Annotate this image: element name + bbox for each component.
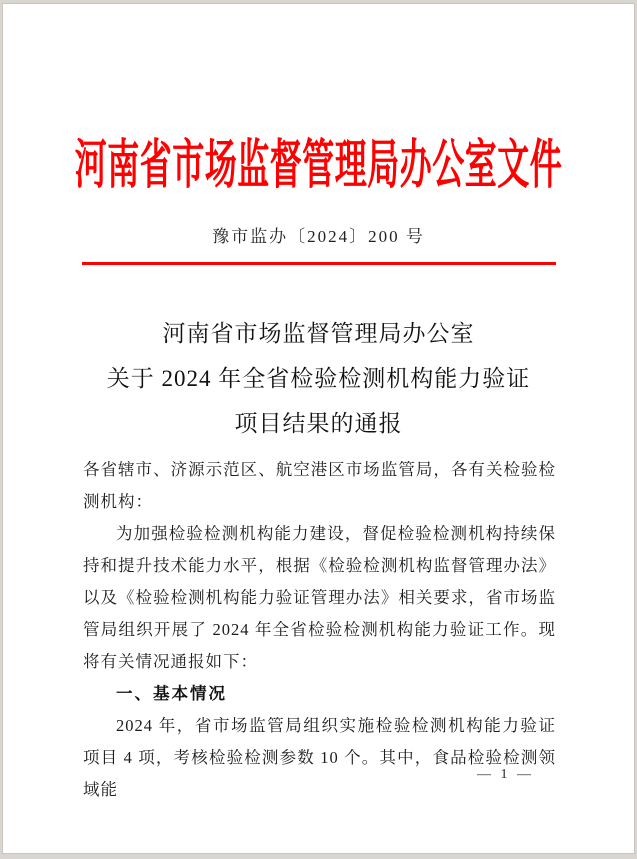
salutation-line: 各省辖市、济源示范区、航空港区市场监管局，各有关检验检测机构： xyxy=(83,460,556,511)
intro-paragraph: 为加强检验检测机构能力建设，督促检验检测机构持续保持和提升技术能力水平，根据《检验检测机构监督管理办法》以及《检验检测机构能力验证管理办法》相关要求，省市场监管局组织开展了 2024 年全省检验检测机构能力验证工作。现将有关情况通报如下： xyxy=(83,524,556,671)
red-divider-line xyxy=(82,262,556,265)
document-title xyxy=(3,311,634,446)
section-1-heading: 一、基本情况 xyxy=(116,685,227,703)
title-line-2: 关于 2024 年全省检验检测机构能力验证 xyxy=(106,366,531,391)
title-line-3: 项目结果的通报 xyxy=(234,411,403,436)
page-number: — 1 — xyxy=(477,767,534,782)
document-number: 豫市监办〔2024〕200 号 xyxy=(212,227,425,246)
document-body xyxy=(83,454,556,806)
section-1-paragraph: 2024 年，省市场监管局组织实施检验检测机构能力验证项目 4 项，考核检验检测参数 10 个。其中，食品检验检测领域能 xyxy=(83,716,556,799)
document-page xyxy=(2,3,635,854)
title-line-1: 河南省市场监督管理局办公室 xyxy=(162,321,475,346)
masthead-title: 河南省市场监督管理局办公室文件 xyxy=(74,134,563,194)
document-masthead xyxy=(3,126,634,196)
